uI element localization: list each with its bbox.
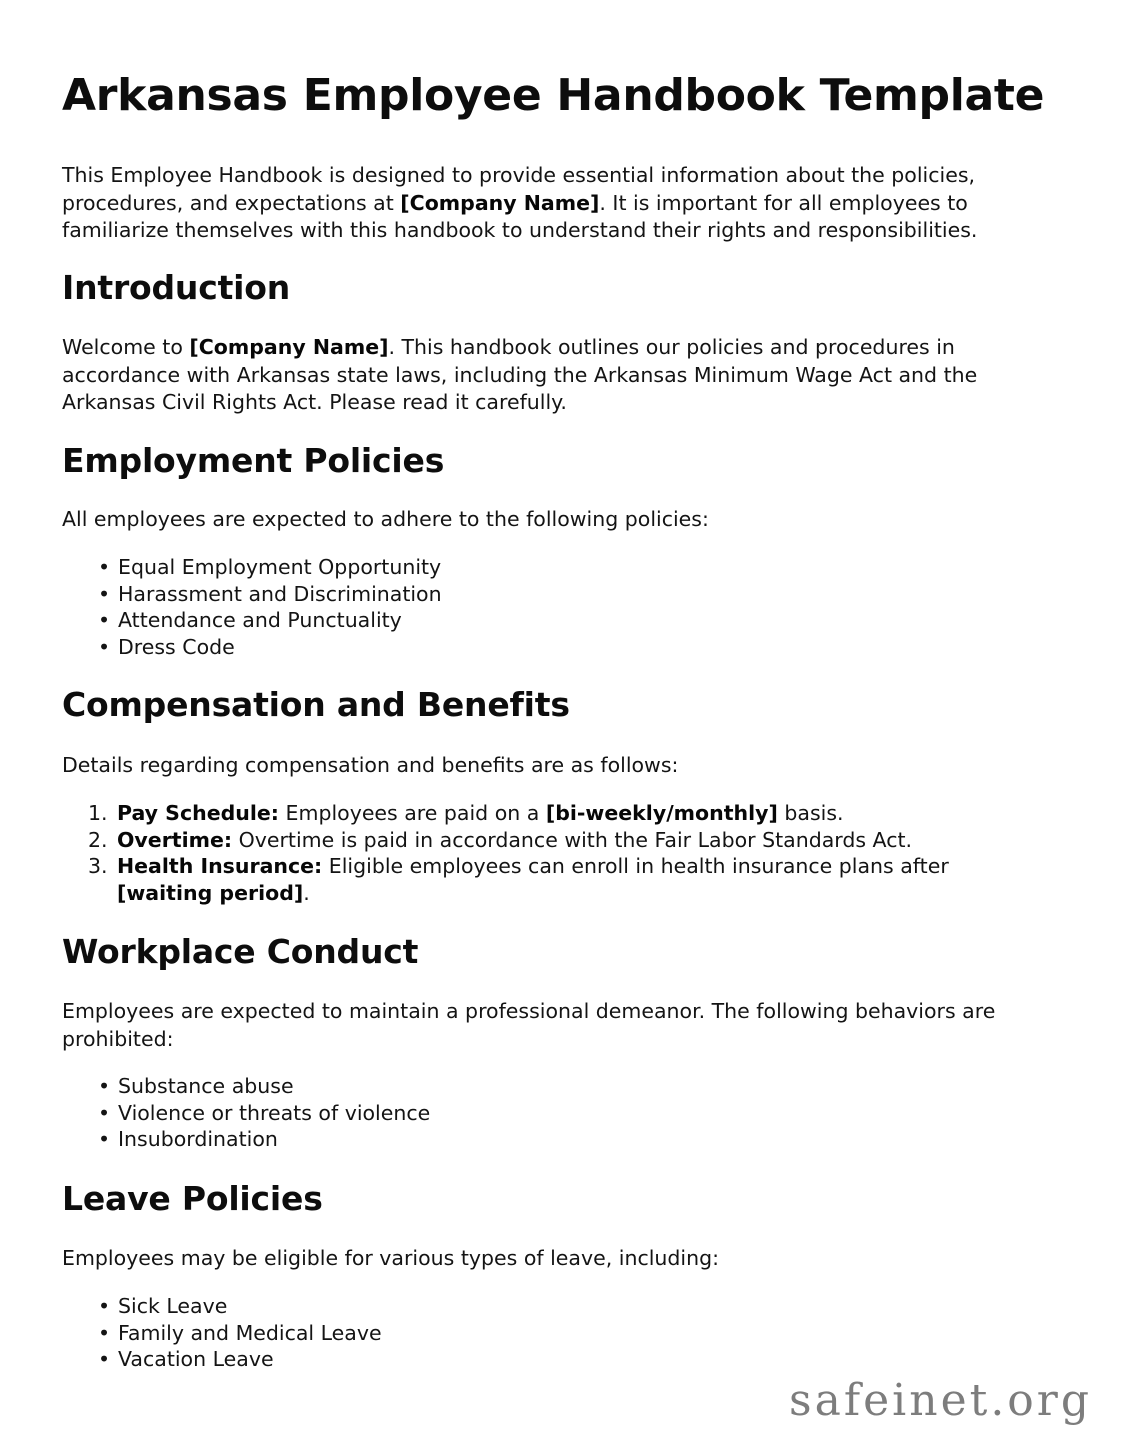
- list-item-label: Violence or threats of violence: [118, 1100, 431, 1125]
- leave-policies-list: [62, 1293, 1044, 1373]
- list-item: [62, 1073, 1044, 1100]
- employment-policies-paragraph: All employees are expected to adhere to the following policies:: [62, 507, 709, 531]
- list-item: [62, 1320, 1044, 1347]
- list-item-label: Pay Schedule:: [117, 801, 279, 825]
- list-item-label: Health Insurance:: [117, 854, 323, 878]
- intro-text-part1: This Employee Handbook is designed to provide essential information about the policies, procedures, and expectations at: [62, 163, 976, 215]
- bullet-icon: •: [98, 1074, 111, 1098]
- introduction-text-part2: . This handbook outlines our policies and procedures in accordance with Arkansas state laws, including the Arkansas Minimum Wage Act and the Arkansas Civil Rights Act. Please read it carefully.: [62, 335, 978, 414]
- list-item: [62, 1346, 1044, 1373]
- list-item: [62, 800, 1044, 827]
- list-number: 3.: [88, 854, 108, 878]
- employment-policies-list: [62, 554, 1044, 660]
- list-item-text: Employees are paid on a: [279, 801, 546, 825]
- section-heading-leave-policies: Leave Policies: [62, 1179, 323, 1218]
- intro-company-name-placeholder: [Company Name]: [400, 190, 600, 215]
- list-item-label: Equal Employment Opportunity: [118, 555, 442, 579]
- list-item-label: Dress Code: [118, 634, 235, 659]
- section-heading-workplace-conduct: Workplace Conduct: [62, 932, 419, 971]
- list-item-text-end: .: [303, 880, 310, 905]
- list-item-label: Attendance and Punctuality: [118, 608, 402, 632]
- list-item: [62, 1293, 1044, 1320]
- list-item: [62, 1100, 1044, 1127]
- list-item-placeholder: [waiting period]: [117, 880, 304, 905]
- list-item-label: Insubordination: [118, 1127, 278, 1151]
- page-title: Arkansas Employee Handbook Template: [62, 70, 1045, 121]
- list-item: [62, 607, 1044, 634]
- list-item: [62, 634, 1044, 661]
- intro-text-part2: . It is important for all employees to familiarize themselves with this handbook to understand their rights and responsibilities.: [62, 190, 978, 242]
- list-item: [62, 853, 1044, 906]
- list-number: 1.: [88, 801, 108, 825]
- bullet-icon: •: [98, 1347, 111, 1371]
- watermark: safeinet.org: [789, 1375, 1092, 1426]
- list-item-placeholder: [bi-weekly/monthly]: [545, 801, 778, 825]
- bullet-icon: •: [98, 634, 111, 659]
- list-item-text-end: basis.: [777, 801, 844, 825]
- list-item-label: Overtime:: [117, 827, 233, 852]
- list-item-label: Substance abuse: [118, 1074, 294, 1098]
- list-item: [62, 827, 1044, 854]
- list-item-label: Sick Leave: [118, 1294, 228, 1318]
- list-item-label: Family and Medical Leave: [118, 1320, 382, 1345]
- introduction-company-name-placeholder: [Company Name]: [189, 335, 389, 359]
- section-heading-employment-policies: Employment Policies: [62, 441, 445, 480]
- list-item-text: Overtime is paid in accordance with the Fair Labor Standards Act.: [232, 827, 913, 852]
- leave-policies-paragraph: Employees may be eligible for various types of leave, including:: [62, 1246, 720, 1270]
- introduction-text-part1: Welcome to: [62, 335, 190, 359]
- bullet-icon: •: [98, 608, 111, 632]
- introduction-paragraph: [62, 334, 1044, 417]
- list-item: [62, 581, 1044, 608]
- compensation-paragraph: Details regarding compensation and benefits are as follows:: [62, 753, 679, 777]
- section-heading-compensation-and-benefits: Compensation and Benefits: [62, 685, 570, 724]
- bullet-icon: •: [98, 1100, 111, 1125]
- list-item-text: Eligible employees can enroll in health insurance plans after: [322, 854, 949, 878]
- bullet-icon: •: [98, 1294, 111, 1318]
- list-item-label: Vacation Leave: [118, 1347, 274, 1371]
- list-number: 2.: [88, 827, 108, 852]
- bullet-icon: •: [98, 581, 111, 606]
- list-item: [62, 1126, 1044, 1153]
- bullet-icon: •: [98, 1320, 111, 1345]
- bullet-icon: •: [98, 555, 111, 579]
- workplace-conduct-list: [62, 1073, 1044, 1153]
- section-heading-introduction: Introduction: [62, 268, 291, 307]
- list-item-label: Harassment and Discrimination: [118, 581, 442, 606]
- bullet-icon: •: [98, 1127, 111, 1151]
- list-item: [62, 554, 1044, 581]
- intro-paragraph: [62, 162, 1044, 245]
- compensation-benefits-list: [62, 800, 1044, 906]
- workplace-conduct-paragraph: Employees are expected to maintain a professional demeanor. The following behaviors are prohibited:: [62, 999, 996, 1051]
